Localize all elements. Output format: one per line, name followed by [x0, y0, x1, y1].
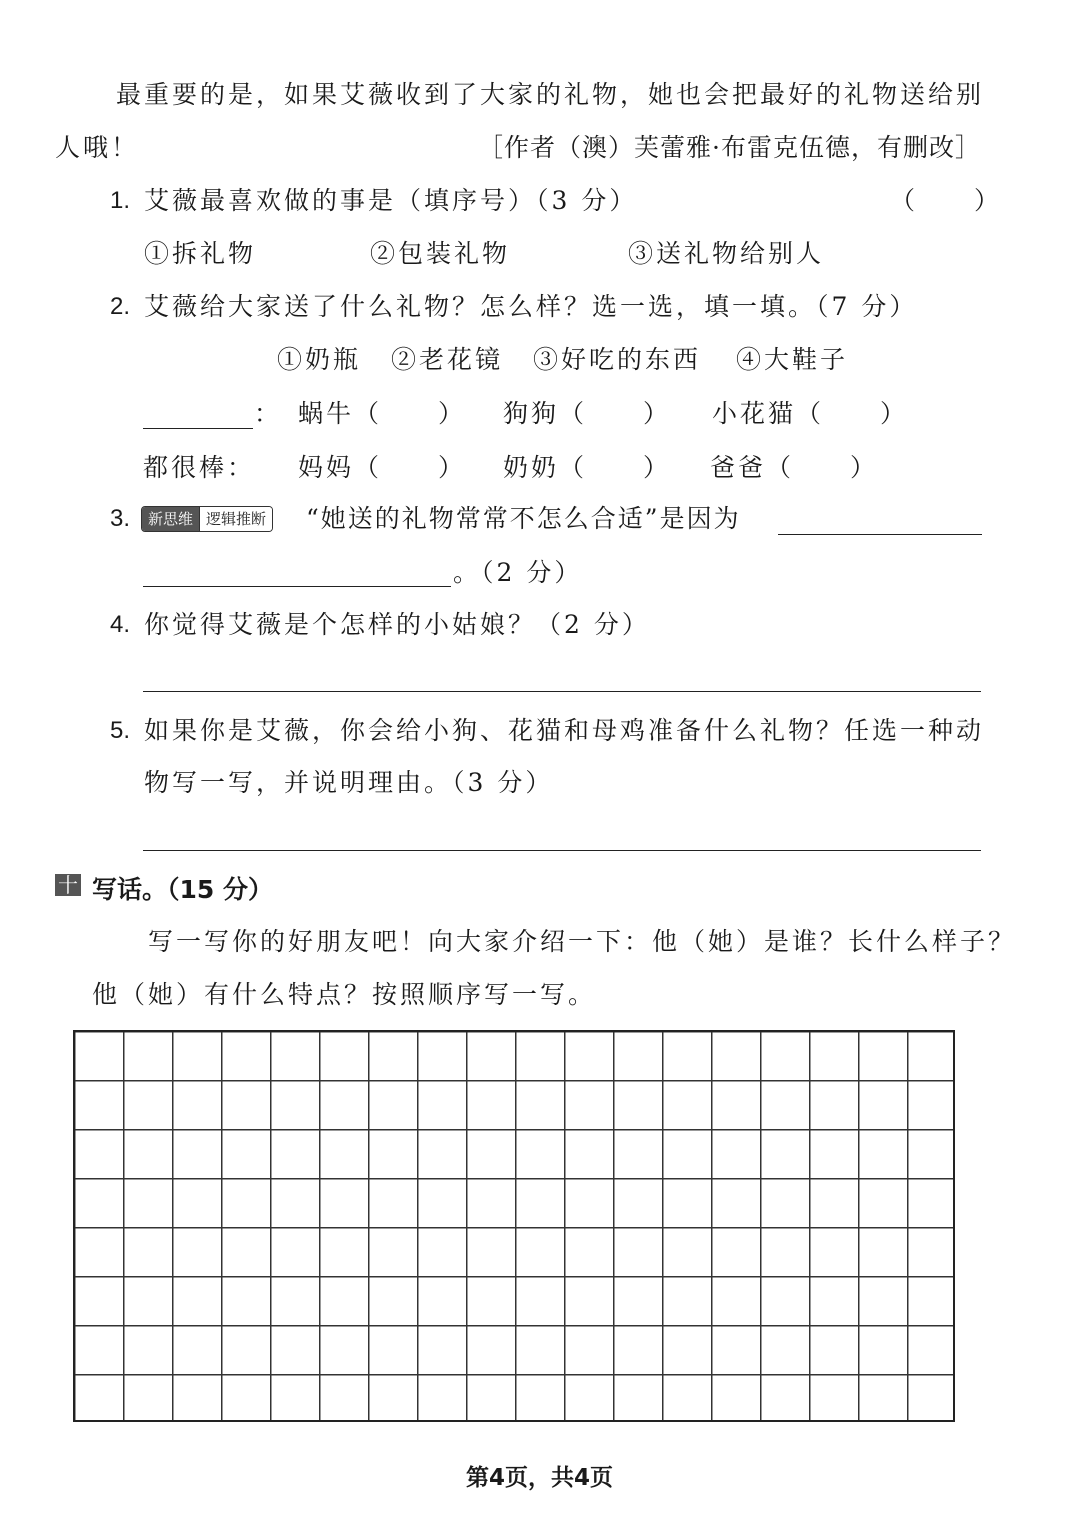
- q2-blank-category[interactable]: [143, 428, 253, 429]
- q3-end: 。（2 分）: [453, 558, 583, 587]
- page-footer: 第4页，共4页: [466, 1465, 614, 1491]
- section-ten-title: 写话。（15 分）: [92, 875, 273, 904]
- q3-text: “她送的礼物常常不怎么合适”是因为: [306, 504, 741, 533]
- q2-row2-mom[interactable]: 妈妈（ ）: [298, 453, 467, 482]
- q5-number: 5.: [110, 717, 131, 744]
- q1-option-1: ①拆礼物: [144, 239, 257, 268]
- q2-colon: ：: [254, 399, 283, 428]
- q4-answer-line[interactable]: [143, 691, 981, 692]
- new-thinking-badge: [141, 506, 273, 532]
- badge-logic-inference: 逻辑推断: [199, 507, 272, 531]
- q2-option-2: ②老花镜: [391, 345, 504, 374]
- q5-answer-line[interactable]: [143, 850, 981, 851]
- q2-row1-dog[interactable]: 狗狗（ ）: [503, 399, 672, 428]
- q4-text: 你觉得艾薇是个怎样的小姑娘？（2 分）: [144, 610, 650, 639]
- q2-option-3: ③好吃的东西: [533, 345, 702, 374]
- passage-line-1: 最重要的是，如果艾薇收到了大家的礼物，她也会把最好的礼物送给别: [116, 80, 985, 109]
- q1-number: 1.: [110, 187, 131, 214]
- q5-line-2: 物写一写，并说明理由。（3 分）: [144, 768, 554, 797]
- q3-answer-blank-1[interactable]: [778, 534, 982, 535]
- q2-row1-kitten[interactable]: 小花猫（ ）: [712, 399, 909, 428]
- q4-number: 4.: [110, 611, 131, 638]
- q3-answer-blank-2[interactable]: [143, 586, 451, 587]
- q1-option-3: ③送礼物给别人: [628, 239, 825, 268]
- q2-text: 艾薇给大家送了什么礼物？怎么样？选一选，填一填。（7 分）: [144, 292, 918, 321]
- q1-text: 艾薇最喜欢做的事是（填序号）（3 分）: [144, 186, 638, 215]
- q2-row2-label: 都很棒：: [143, 453, 256, 482]
- writing-prompt-2: 他（她）有什么特点？按照顺序写一写。: [92, 980, 597, 1009]
- q2-option-1: ①奶瓶: [277, 345, 362, 374]
- writing-prompt-1: 写一写你的好朋友吧！向大家介绍一下：他（她）是谁？长什么样子？: [148, 927, 1017, 956]
- q1-option-2: ②包装礼物: [370, 239, 511, 268]
- section-ten-icon: 十: [55, 874, 81, 896]
- badge-new-thinking: 新思维: [142, 507, 199, 531]
- q5-line-1: 如果你是艾薇，你会给小狗、花猫和母鸡准备什么礼物？任选一种动: [144, 716, 985, 745]
- writing-grid[interactable]: [73, 1030, 955, 1422]
- passage-line-2: 人哦！: [55, 133, 140, 162]
- q2-row2-dad[interactable]: 爸爸（ ）: [710, 453, 879, 482]
- q2-row2-grandma[interactable]: 奶奶（ ）: [503, 453, 672, 482]
- passage-source: ［作者（澳）芙蕾雅·布雷克伍德，有删改］: [478, 133, 981, 162]
- q3-number: 3.: [110, 505, 131, 532]
- q2-option-4: ④大鞋子: [736, 345, 849, 374]
- q2-row1-snail[interactable]: 蜗牛（ ）: [298, 399, 467, 428]
- q1-answer-paren[interactable]: （ ）: [890, 186, 1003, 215]
- q2-number: 2.: [110, 293, 131, 320]
